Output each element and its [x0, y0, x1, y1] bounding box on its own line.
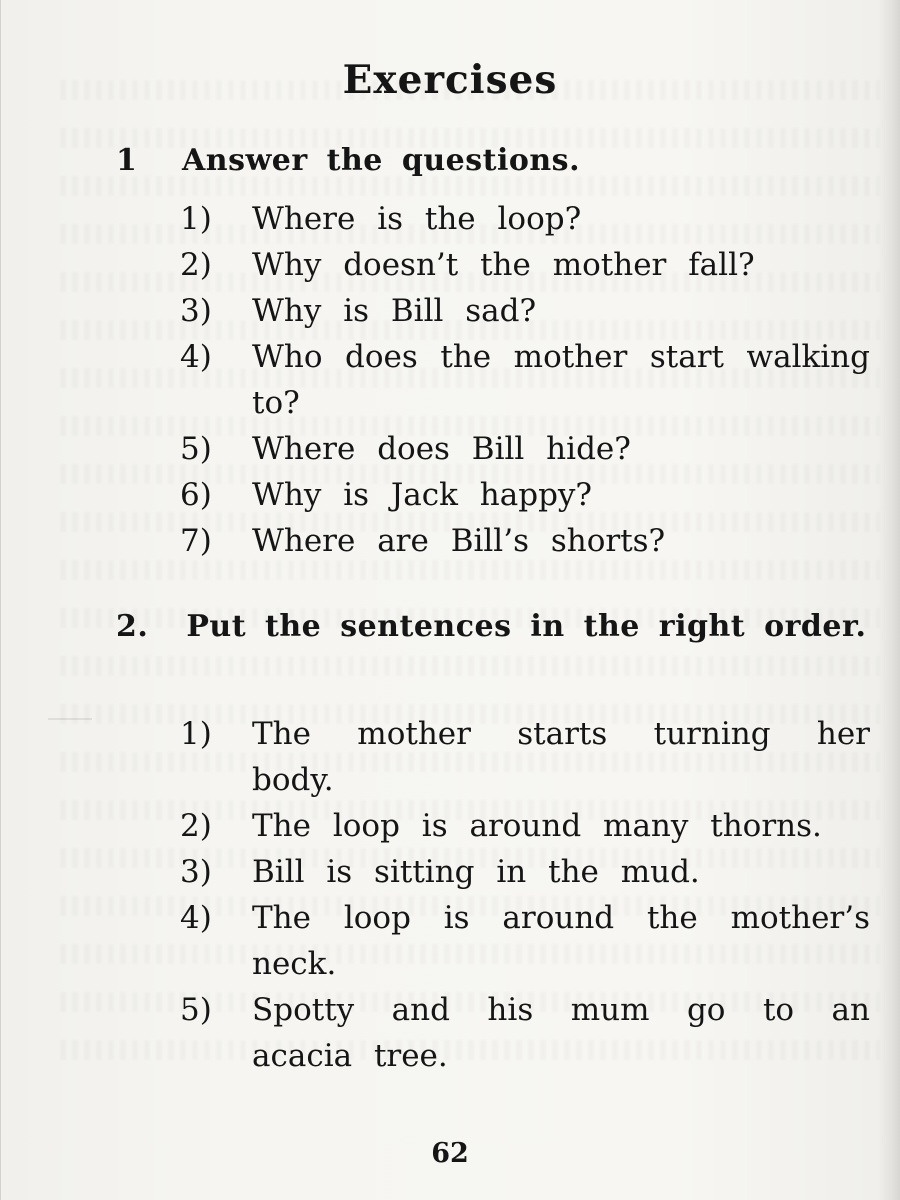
sentence-5-text: Spotty and his mum go to an acacia tree.: [252, 992, 870, 1074]
margin-mark: [48, 718, 92, 720]
section-2-number: 2.: [116, 609, 149, 644]
sentence-1: [180, 711, 870, 803]
question-6-text: Why is Jack happy?: [252, 477, 593, 513]
question-4-number: 4): [180, 339, 212, 375]
question-5: [180, 426, 870, 472]
question-6-number: 6): [180, 477, 212, 513]
sentence-3-number: 3): [180, 854, 212, 890]
question-5-text: Where does Bill hide?: [252, 431, 631, 467]
question-5-number: 5): [180, 431, 212, 467]
sentence-5: [180, 987, 870, 1079]
question-3: [180, 288, 870, 334]
question-4: [180, 334, 870, 426]
section-2-list: [180, 711, 870, 1079]
question-6: [180, 472, 870, 518]
sentence-4-text: The loop is around the mother’s neck.: [252, 900, 870, 982]
sentence-2-number: 2): [180, 808, 212, 844]
question-2-text: Why doesn’t the mother fall?: [252, 247, 755, 283]
page-title: Exercises: [342, 57, 558, 103]
sentence-1-number: 1): [180, 716, 212, 752]
question-1-number: 1): [180, 201, 212, 237]
question-7: [180, 518, 870, 564]
sentence-1-text: The mother starts turning her body.: [252, 716, 870, 798]
sentence-5-number: 5): [180, 992, 212, 1028]
question-2: [180, 242, 870, 288]
question-3-text: Why is Bill sad?: [252, 293, 537, 329]
sentence-2: [180, 803, 870, 849]
sentence-4: [180, 895, 870, 987]
section-1-number: 1: [116, 143, 138, 178]
section-1-list: [180, 196, 870, 564]
question-2-number: 2): [180, 247, 212, 283]
question-3-number: 3): [180, 293, 212, 329]
question-1: [180, 196, 870, 242]
page-number: 62: [431, 1138, 469, 1169]
question-4-text: Who does the mother start walking to?: [252, 339, 870, 421]
sentence-4-number: 4): [180, 900, 212, 936]
sentence-3: [180, 849, 870, 895]
question-7-number: 7): [180, 523, 212, 559]
question-7-text: Where are Bill’s shorts?: [252, 523, 666, 559]
section-2-title: Put the sentences in the right order.: [186, 609, 867, 644]
question-1-text: Where is the loop?: [252, 201, 582, 237]
sentence-2-text: The loop is around many thorns.: [252, 808, 822, 844]
sentence-3-text: Bill is sitting in the mud.: [252, 854, 700, 890]
section-2-heading: [116, 604, 878, 649]
section-1-heading: [116, 138, 847, 183]
spine-shadow: [878, 0, 900, 1200]
section-1-title: Answer the questions.: [182, 143, 581, 178]
page-edge-line: [0, 0, 1, 1200]
